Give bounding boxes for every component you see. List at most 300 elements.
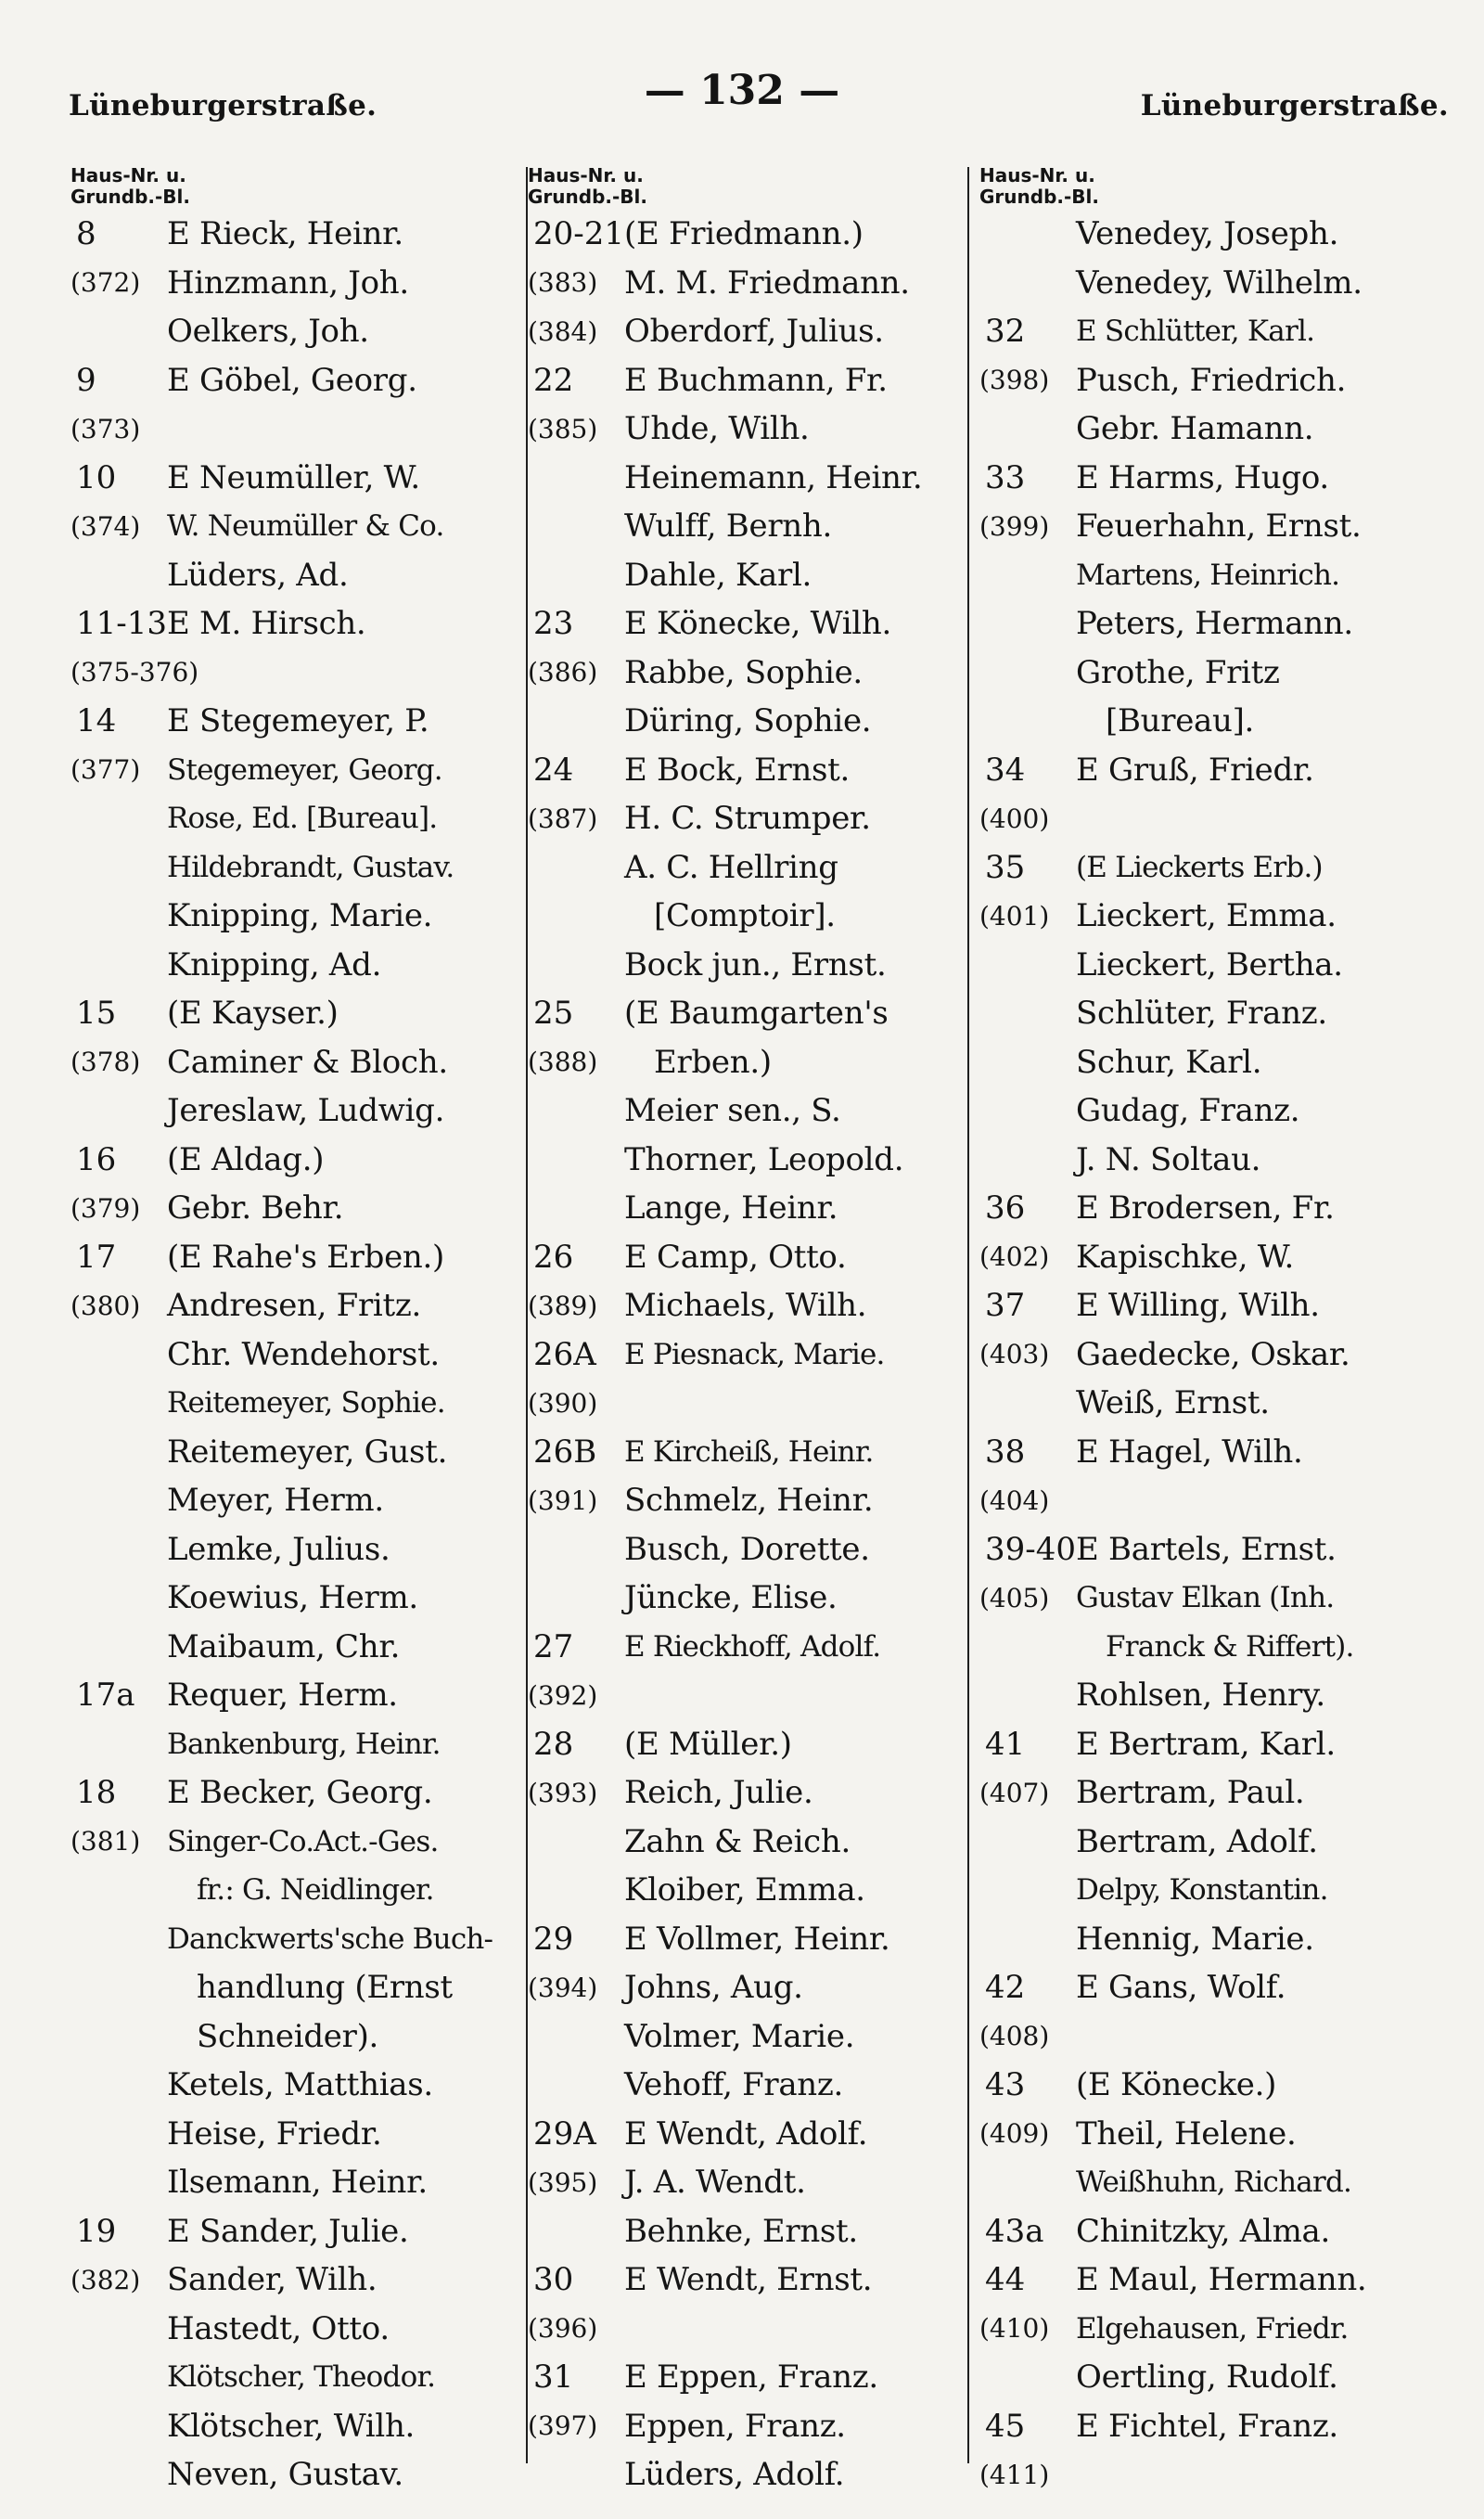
house-number: (380) bbox=[70, 1290, 141, 1321]
directory-entry bbox=[67, 405, 526, 454]
directory-entry bbox=[524, 746, 976, 795]
house-number: 26 bbox=[533, 1238, 574, 1276]
directory-entry bbox=[67, 892, 526, 941]
directory-entry bbox=[67, 502, 526, 551]
directory-entry bbox=[976, 2402, 1477, 2451]
directory-entry bbox=[976, 1136, 1477, 1185]
directory-entry bbox=[976, 1768, 1477, 1818]
house-number: 10 bbox=[76, 458, 117, 496]
resident-name: Wulff, Bernh. bbox=[624, 508, 832, 546]
resident-name: E Wendt, Ernst. bbox=[624, 2261, 873, 2299]
directory-entry bbox=[524, 2256, 976, 2305]
house-number: 22 bbox=[533, 361, 574, 399]
resident-name: Martens, Heinrich. bbox=[1076, 558, 1340, 592]
resident-name: Andresen, Fritz. bbox=[167, 1287, 421, 1325]
resident-name: Neven, Gustav. bbox=[167, 2456, 403, 2494]
resident-name: Gudag, Franz. bbox=[1076, 1092, 1300, 1130]
directory-entry bbox=[976, 2353, 1477, 2402]
directory-entry bbox=[524, 1768, 976, 1818]
directory-entry bbox=[67, 1768, 526, 1818]
page-number: — 132 — bbox=[644, 67, 840, 114]
directory-entry bbox=[976, 697, 1477, 746]
resident-name: Hildebrandt, Gustav. bbox=[167, 850, 454, 884]
house-number: 42 bbox=[985, 1969, 1026, 2007]
column-heading-line: Haus-Nr. u. bbox=[70, 164, 186, 186]
resident-name: E Fichtel, Franz. bbox=[1076, 2407, 1338, 2445]
directory-entry bbox=[524, 1184, 976, 1233]
resident-name: Reitemeyer, Sophie. bbox=[167, 1386, 445, 1420]
directory-entry bbox=[524, 1574, 976, 1623]
resident-name: Ilsemann, Heinr. bbox=[167, 2164, 428, 2202]
house-number: 17 bbox=[76, 1238, 117, 1276]
resident-name: Hinzmann, Joh. bbox=[167, 263, 409, 302]
house-number: 17a bbox=[76, 1677, 135, 1715]
running-head-left: Lüneburgerstraße. bbox=[69, 89, 377, 122]
house-number: 43a bbox=[985, 2212, 1044, 2250]
directory-entry bbox=[67, 1428, 526, 1477]
directory-entry bbox=[976, 1086, 1477, 1136]
resident-name: Heise, Friedr. bbox=[167, 2114, 382, 2153]
directory-entry bbox=[976, 1428, 1477, 1477]
house-number: 24 bbox=[533, 751, 574, 789]
resident-name: Schneider). bbox=[197, 2017, 379, 2055]
house-number: (385) bbox=[528, 413, 598, 444]
resident-name: Delpy, Konstantin. bbox=[1076, 1873, 1328, 1908]
directory-entry bbox=[524, 1525, 976, 1574]
resident-name: E Rieck, Heinr. bbox=[167, 215, 403, 253]
directory-entry bbox=[67, 1963, 526, 2012]
directory-entry bbox=[524, 892, 976, 941]
resident-name: Volmer, Marie. bbox=[624, 2017, 855, 2055]
directory-entry bbox=[524, 1038, 976, 1087]
directory-entry bbox=[67, 210, 526, 259]
resident-name: Bertram, Paul. bbox=[1076, 1774, 1305, 1812]
directory-entry bbox=[976, 210, 1477, 259]
resident-name: Jereslaw, Ludwig. bbox=[167, 1092, 445, 1130]
directory-entry bbox=[976, 2110, 1477, 2159]
resident-name: Eppen, Franz. bbox=[624, 2407, 846, 2445]
directory-entry bbox=[67, 1379, 526, 1428]
directory-entry bbox=[67, 1136, 526, 1185]
directory-entry bbox=[524, 1136, 976, 1185]
column-heading-line: Grundb.-Bl. bbox=[979, 186, 1099, 208]
resident-name: E Bertram, Karl. bbox=[1076, 1725, 1336, 1763]
column-heading bbox=[979, 165, 1477, 208]
resident-name: Sander, Wilh. bbox=[167, 2261, 377, 2299]
resident-name: (E Baumgarten's bbox=[624, 995, 889, 1033]
directory-entry bbox=[524, 1330, 976, 1380]
house-number: (401) bbox=[979, 900, 1050, 932]
directory-entry bbox=[67, 941, 526, 990]
directory-entry bbox=[976, 599, 1477, 649]
resident-name: Bock jun., Ernst. bbox=[624, 945, 887, 983]
house-number: 41 bbox=[985, 1725, 1026, 1763]
directory-entry bbox=[524, 454, 976, 503]
directory-entry bbox=[976, 892, 1477, 941]
resident-name: Caminer & Bloch. bbox=[167, 1043, 448, 1081]
resident-name: E Neumüller, W. bbox=[167, 458, 420, 496]
house-number: 29 bbox=[533, 1920, 574, 1958]
resident-name: Meyer, Herm. bbox=[167, 1482, 384, 1520]
directory-entry bbox=[67, 1038, 526, 1087]
resident-name: Grothe, Fritz bbox=[1076, 653, 1280, 691]
house-number: (396) bbox=[528, 2313, 598, 2345]
resident-name: J. N. Soltau. bbox=[1076, 1140, 1261, 1178]
directory-entry bbox=[524, 1671, 976, 1720]
directory-entry bbox=[524, 1086, 976, 1136]
directory-entry bbox=[976, 843, 1477, 893]
house-number: (377) bbox=[70, 754, 141, 786]
resident-name: Schmelz, Heinr. bbox=[624, 1482, 874, 1520]
house-number: 45 bbox=[985, 2407, 1026, 2445]
house-number: (392) bbox=[528, 1679, 598, 1711]
house-number: 28 bbox=[533, 1725, 574, 1763]
directory-entry bbox=[524, 649, 976, 698]
resident-name: Chinitzky, Alma. bbox=[1076, 2212, 1330, 2250]
resident-name: Vehoff, Franz. bbox=[624, 2066, 844, 2104]
resident-name: (E Aldag.) bbox=[167, 1140, 325, 1178]
resident-name: Oertling, Rudolf. bbox=[1076, 2358, 1338, 2397]
resident-name: Danckwerts'sche Buch- bbox=[167, 1921, 493, 1956]
directory-entry bbox=[67, 2012, 526, 2062]
resident-name: Knipping, Ad. bbox=[167, 945, 382, 983]
resident-name: fr.: G. Neidlinger. bbox=[197, 1873, 434, 1908]
resident-name: Zahn & Reich. bbox=[624, 1822, 851, 1860]
directory-entry bbox=[524, 2110, 976, 2159]
resident-name: E Bock, Ernst. bbox=[624, 751, 851, 789]
resident-name: Reitemeyer, Gust. bbox=[167, 1433, 448, 1471]
resident-name: Erben.) bbox=[654, 1043, 772, 1081]
directory-entry bbox=[524, 989, 976, 1038]
resident-name: Schlüter, Franz. bbox=[1076, 995, 1327, 1033]
directory-entry bbox=[976, 941, 1477, 990]
resident-name: Weißhuhn, Richard. bbox=[1076, 2166, 1352, 2200]
resident-name: Gebr. Hamann. bbox=[1076, 410, 1314, 448]
directory-entry bbox=[524, 1281, 976, 1330]
house-number: (391) bbox=[528, 1484, 598, 1516]
resident-name: Bankenburg, Heinr. bbox=[167, 1727, 441, 1761]
resident-name: Kapischke, W. bbox=[1076, 1238, 1294, 1276]
directory-entry bbox=[67, 2207, 526, 2256]
directory-entry bbox=[524, 2402, 976, 2451]
resident-name: Düring, Sophie. bbox=[624, 702, 872, 740]
resident-name: Stegemeyer, Georg. bbox=[167, 752, 442, 787]
house-number: 31 bbox=[533, 2358, 574, 2397]
resident-name: E Eppen, Franz. bbox=[624, 2358, 878, 2397]
resident-name: (E Rahe's Erben.) bbox=[167, 1238, 444, 1276]
house-number: (403) bbox=[979, 1339, 1050, 1370]
resident-name: E Sander, Julie. bbox=[167, 2212, 409, 2250]
directory-entry bbox=[524, 1720, 976, 1769]
house-number: 35 bbox=[985, 848, 1026, 886]
directory-entry bbox=[976, 2305, 1477, 2354]
directory-entry bbox=[67, 1086, 526, 1136]
directory-entry bbox=[976, 551, 1477, 600]
house-number: 26B bbox=[533, 1433, 597, 1471]
directory-entry bbox=[976, 1233, 1477, 1282]
house-number: (397) bbox=[528, 2410, 598, 2442]
resident-name: Rose, Ed. [Bureau]. bbox=[167, 802, 438, 836]
resident-name: E Wendt, Adolf. bbox=[624, 2114, 868, 2153]
directory-entry bbox=[976, 1330, 1477, 1380]
resident-name: Elgehausen, Friedr. bbox=[1076, 2311, 1349, 2345]
directory-entry bbox=[976, 2012, 1477, 2062]
directory-entry bbox=[524, 259, 976, 308]
directory-entry bbox=[67, 746, 526, 795]
resident-name: Thorner, Leopold. bbox=[624, 1140, 904, 1178]
house-number: 29A bbox=[533, 2114, 596, 2153]
resident-name: Venedey, Joseph. bbox=[1076, 215, 1339, 253]
resident-name: Theil, Helene. bbox=[1076, 2114, 1297, 2153]
resident-name: (E Müller.) bbox=[624, 1725, 792, 1763]
directory-entry bbox=[976, 2061, 1477, 2110]
resident-name: Rohlsen, Henry. bbox=[1076, 1677, 1325, 1715]
directory-entry bbox=[976, 2207, 1477, 2256]
resident-name: H. C. Strumper. bbox=[624, 800, 871, 838]
resident-name: Klötscher, Theodor. bbox=[167, 2360, 436, 2395]
house-number: 33 bbox=[985, 458, 1026, 496]
house-number: 39-40 bbox=[985, 1530, 1077, 1568]
resident-name: Weiß, Ernst. bbox=[1076, 1384, 1270, 1422]
house-number: (387) bbox=[528, 803, 598, 834]
house-number: 43 bbox=[985, 2066, 1026, 2104]
resident-name: [Bureau]. bbox=[1106, 702, 1255, 740]
directory-entry bbox=[67, 2061, 526, 2110]
directory-entry bbox=[976, 356, 1477, 405]
directory-entry bbox=[67, 2450, 526, 2500]
directory-entry bbox=[524, 843, 976, 893]
resident-name: Hastedt, Otto. bbox=[167, 2309, 390, 2347]
house-number: (379) bbox=[70, 1192, 141, 1224]
house-number: (386) bbox=[528, 657, 598, 688]
column-heading-line: Haus-Nr. u. bbox=[528, 164, 644, 186]
directory-entry bbox=[524, 307, 976, 356]
resident-name: Lüders, Ad. bbox=[167, 556, 349, 594]
resident-name: Pusch, Friedrich. bbox=[1076, 361, 1347, 399]
house-number: 27 bbox=[533, 1627, 574, 1665]
resident-name: E Bartels, Ernst. bbox=[1076, 1530, 1337, 1568]
resident-name: E Gans, Wolf. bbox=[1076, 1969, 1286, 2007]
directory-entry bbox=[524, 1866, 976, 1915]
directory-entry bbox=[524, 2012, 976, 2062]
directory-entry bbox=[67, 2158, 526, 2207]
resident-name: (E Friedmann.) bbox=[624, 215, 864, 253]
house-number: (382) bbox=[70, 2264, 141, 2295]
resident-name: A. C. Hellring bbox=[624, 848, 838, 886]
house-number: 37 bbox=[985, 1287, 1026, 1325]
house-number: 20-21 bbox=[533, 215, 625, 253]
resident-name: Michaels, Wilh. bbox=[624, 1287, 867, 1325]
directory-entry bbox=[524, 1428, 976, 1477]
house-number: (399) bbox=[979, 510, 1050, 542]
resident-name: E Buchmann, Fr. bbox=[624, 361, 888, 399]
resident-name: E Göbel, Georg. bbox=[167, 361, 417, 399]
directory-entry bbox=[524, 941, 976, 990]
resident-name: E Gruß, Friedr. bbox=[1076, 751, 1314, 789]
house-number: (374) bbox=[70, 510, 141, 542]
column-heading-line: Haus-Nr. u. bbox=[979, 164, 1095, 186]
directory-entry bbox=[67, 1720, 526, 1769]
resident-name: (E Kayser.) bbox=[167, 995, 339, 1033]
house-number: (378) bbox=[70, 1047, 141, 1078]
directory-entry bbox=[67, 1866, 526, 1915]
directory-entry bbox=[976, 2450, 1477, 2500]
house-number: 25 bbox=[533, 995, 574, 1033]
directory-entry bbox=[67, 697, 526, 746]
directory-entry bbox=[67, 599, 526, 649]
directory-entry bbox=[524, 502, 976, 551]
resident-name: E M. Hirsch. bbox=[167, 605, 366, 643]
directory-entry bbox=[976, 1281, 1477, 1330]
house-number: 44 bbox=[985, 2261, 1026, 2299]
resident-name: Lieckert, Emma. bbox=[1076, 897, 1337, 935]
directory-entry bbox=[67, 356, 526, 405]
directory-entry bbox=[976, 1818, 1477, 1867]
directory-entry bbox=[524, 1476, 976, 1525]
resident-name: Koewius, Herm. bbox=[167, 1579, 418, 1617]
directory-entry bbox=[67, 259, 526, 308]
resident-name: Hennig, Marie. bbox=[1076, 1920, 1314, 1958]
directory-entry bbox=[67, 551, 526, 600]
directory-entry bbox=[976, 1476, 1477, 1525]
directory-entry bbox=[524, 2158, 976, 2207]
directory-entry bbox=[524, 2450, 976, 2500]
directory-entry bbox=[976, 1671, 1477, 1720]
directory-entry bbox=[976, 1623, 1477, 1672]
resident-name: Oberdorf, Julius. bbox=[624, 313, 884, 351]
directory-entry bbox=[524, 2061, 976, 2110]
house-number: (407) bbox=[979, 1777, 1050, 1808]
directory-entry bbox=[524, 697, 976, 746]
directory-entry bbox=[976, 1963, 1477, 2012]
directory-entry bbox=[67, 989, 526, 1038]
directory-column-2 bbox=[524, 165, 976, 2500]
resident-name: Ketels, Matthias. bbox=[167, 2066, 433, 2104]
directory-entry bbox=[524, 2305, 976, 2354]
directory-entry bbox=[67, 843, 526, 893]
house-number: (409) bbox=[979, 2118, 1050, 2150]
directory-entry bbox=[976, 405, 1477, 454]
column-heading-line: Grundb.-Bl. bbox=[528, 186, 647, 208]
running-head-right: Lüneburgerstraße. bbox=[1140, 89, 1449, 122]
column-heading bbox=[70, 165, 526, 208]
resident-name: Uhde, Wilh. bbox=[624, 410, 810, 448]
house-number: (383) bbox=[528, 267, 598, 299]
house-number: (400) bbox=[979, 803, 1050, 834]
resident-name: Maibaum, Chr. bbox=[167, 1627, 401, 1665]
directory-entry bbox=[524, 356, 976, 405]
resident-name: E Harms, Hugo. bbox=[1076, 458, 1329, 496]
directory-entry bbox=[976, 1525, 1477, 1574]
directory-entry bbox=[67, 1184, 526, 1233]
house-number: 30 bbox=[533, 2261, 574, 2299]
house-number: 32 bbox=[985, 313, 1026, 351]
resident-name: Franck & Riffert). bbox=[1106, 1629, 1354, 1664]
resident-name: Lieckert, Bertha. bbox=[1076, 945, 1343, 983]
house-number: 18 bbox=[76, 1774, 117, 1812]
house-number: 26A bbox=[533, 1335, 596, 1373]
page-header bbox=[0, 0, 1484, 139]
directory-entry bbox=[67, 1330, 526, 1380]
directory-entry bbox=[976, 502, 1477, 551]
directory-entry bbox=[976, 259, 1477, 308]
resident-name: E Willing, Wilh. bbox=[1076, 1287, 1320, 1325]
house-number: 36 bbox=[985, 1189, 1026, 1227]
resident-name: [Comptoir]. bbox=[654, 897, 836, 935]
directory-entry bbox=[976, 1866, 1477, 1915]
resident-name: Gaedecke, Oskar. bbox=[1076, 1335, 1350, 1373]
house-number: 19 bbox=[76, 2212, 117, 2250]
resident-name: Feuerhahn, Ernst. bbox=[1076, 508, 1362, 546]
directory-entry bbox=[524, 1233, 976, 1282]
resident-name: E Rieckhoff, Adolf. bbox=[624, 1629, 881, 1664]
directory-entry bbox=[67, 1281, 526, 1330]
house-number: (381) bbox=[70, 1826, 141, 1857]
column-heading-line: Grundb.-Bl. bbox=[70, 186, 190, 208]
resident-name: Meier sen., S. bbox=[624, 1092, 841, 1130]
resident-name: Venedey, Wilhelm. bbox=[1076, 263, 1362, 302]
directory-entry bbox=[67, 2256, 526, 2305]
resident-name: (E Lieckerts Erb.) bbox=[1076, 850, 1323, 884]
resident-name: Knipping, Marie. bbox=[167, 897, 433, 935]
house-number: (405) bbox=[979, 1582, 1050, 1613]
directory-entry bbox=[67, 1525, 526, 1574]
directory-entry bbox=[524, 1379, 976, 1428]
resident-name: Kloiber, Emma. bbox=[624, 1871, 865, 1909]
directory-entry bbox=[67, 2353, 526, 2402]
house-number: (394) bbox=[528, 1972, 598, 2003]
house-number: (395) bbox=[528, 2166, 598, 2198]
directory-entry bbox=[67, 2402, 526, 2451]
directory-entry bbox=[524, 1963, 976, 2012]
resident-name: Singer-Co.Act.-Ges. bbox=[167, 1824, 439, 1858]
directory-entry bbox=[524, 1818, 976, 1867]
directory-entry bbox=[976, 746, 1477, 795]
directory-entry bbox=[976, 2158, 1477, 2207]
resident-name: E Kircheiß, Heinr. bbox=[624, 1434, 874, 1469]
directory-entry bbox=[524, 2207, 976, 2256]
directory-entry bbox=[524, 1915, 976, 1964]
directory-column-3 bbox=[976, 165, 1477, 2500]
directory-entry bbox=[976, 649, 1477, 698]
house-number: (408) bbox=[979, 2021, 1050, 2052]
house-number: 15 bbox=[76, 995, 117, 1033]
resident-name: Peters, Hermann. bbox=[1076, 605, 1353, 643]
house-number: 9 bbox=[76, 361, 96, 399]
directory-entry bbox=[524, 599, 976, 649]
resident-name: Gustav Elkan (Inh. bbox=[1076, 1581, 1335, 1615]
resident-name: Oelkers, Joh. bbox=[167, 313, 369, 351]
directory-entry bbox=[976, 454, 1477, 503]
house-number: 23 bbox=[533, 605, 574, 643]
house-number: 38 bbox=[985, 1433, 1026, 1471]
directory-entry bbox=[524, 2353, 976, 2402]
house-number: (372) bbox=[70, 267, 141, 299]
directory-entry bbox=[976, 989, 1477, 1038]
directory-entry bbox=[67, 1574, 526, 1623]
resident-name: handlung (Ernst bbox=[197, 1969, 453, 2007]
resident-name: E Hagel, Wilh. bbox=[1076, 1433, 1303, 1471]
directory-entry bbox=[67, 649, 526, 698]
house-number: 16 bbox=[76, 1140, 117, 1178]
directory-entry bbox=[67, 307, 526, 356]
resident-name: E Maul, Hermann. bbox=[1076, 2261, 1367, 2299]
column-heading bbox=[528, 165, 976, 208]
resident-name: Heinemann, Heinr. bbox=[624, 458, 923, 496]
house-number: (384) bbox=[528, 315, 598, 347]
resident-name: E Könecke, Wilh. bbox=[624, 605, 891, 643]
resident-name: Jüncke, Elise. bbox=[624, 1579, 838, 1617]
